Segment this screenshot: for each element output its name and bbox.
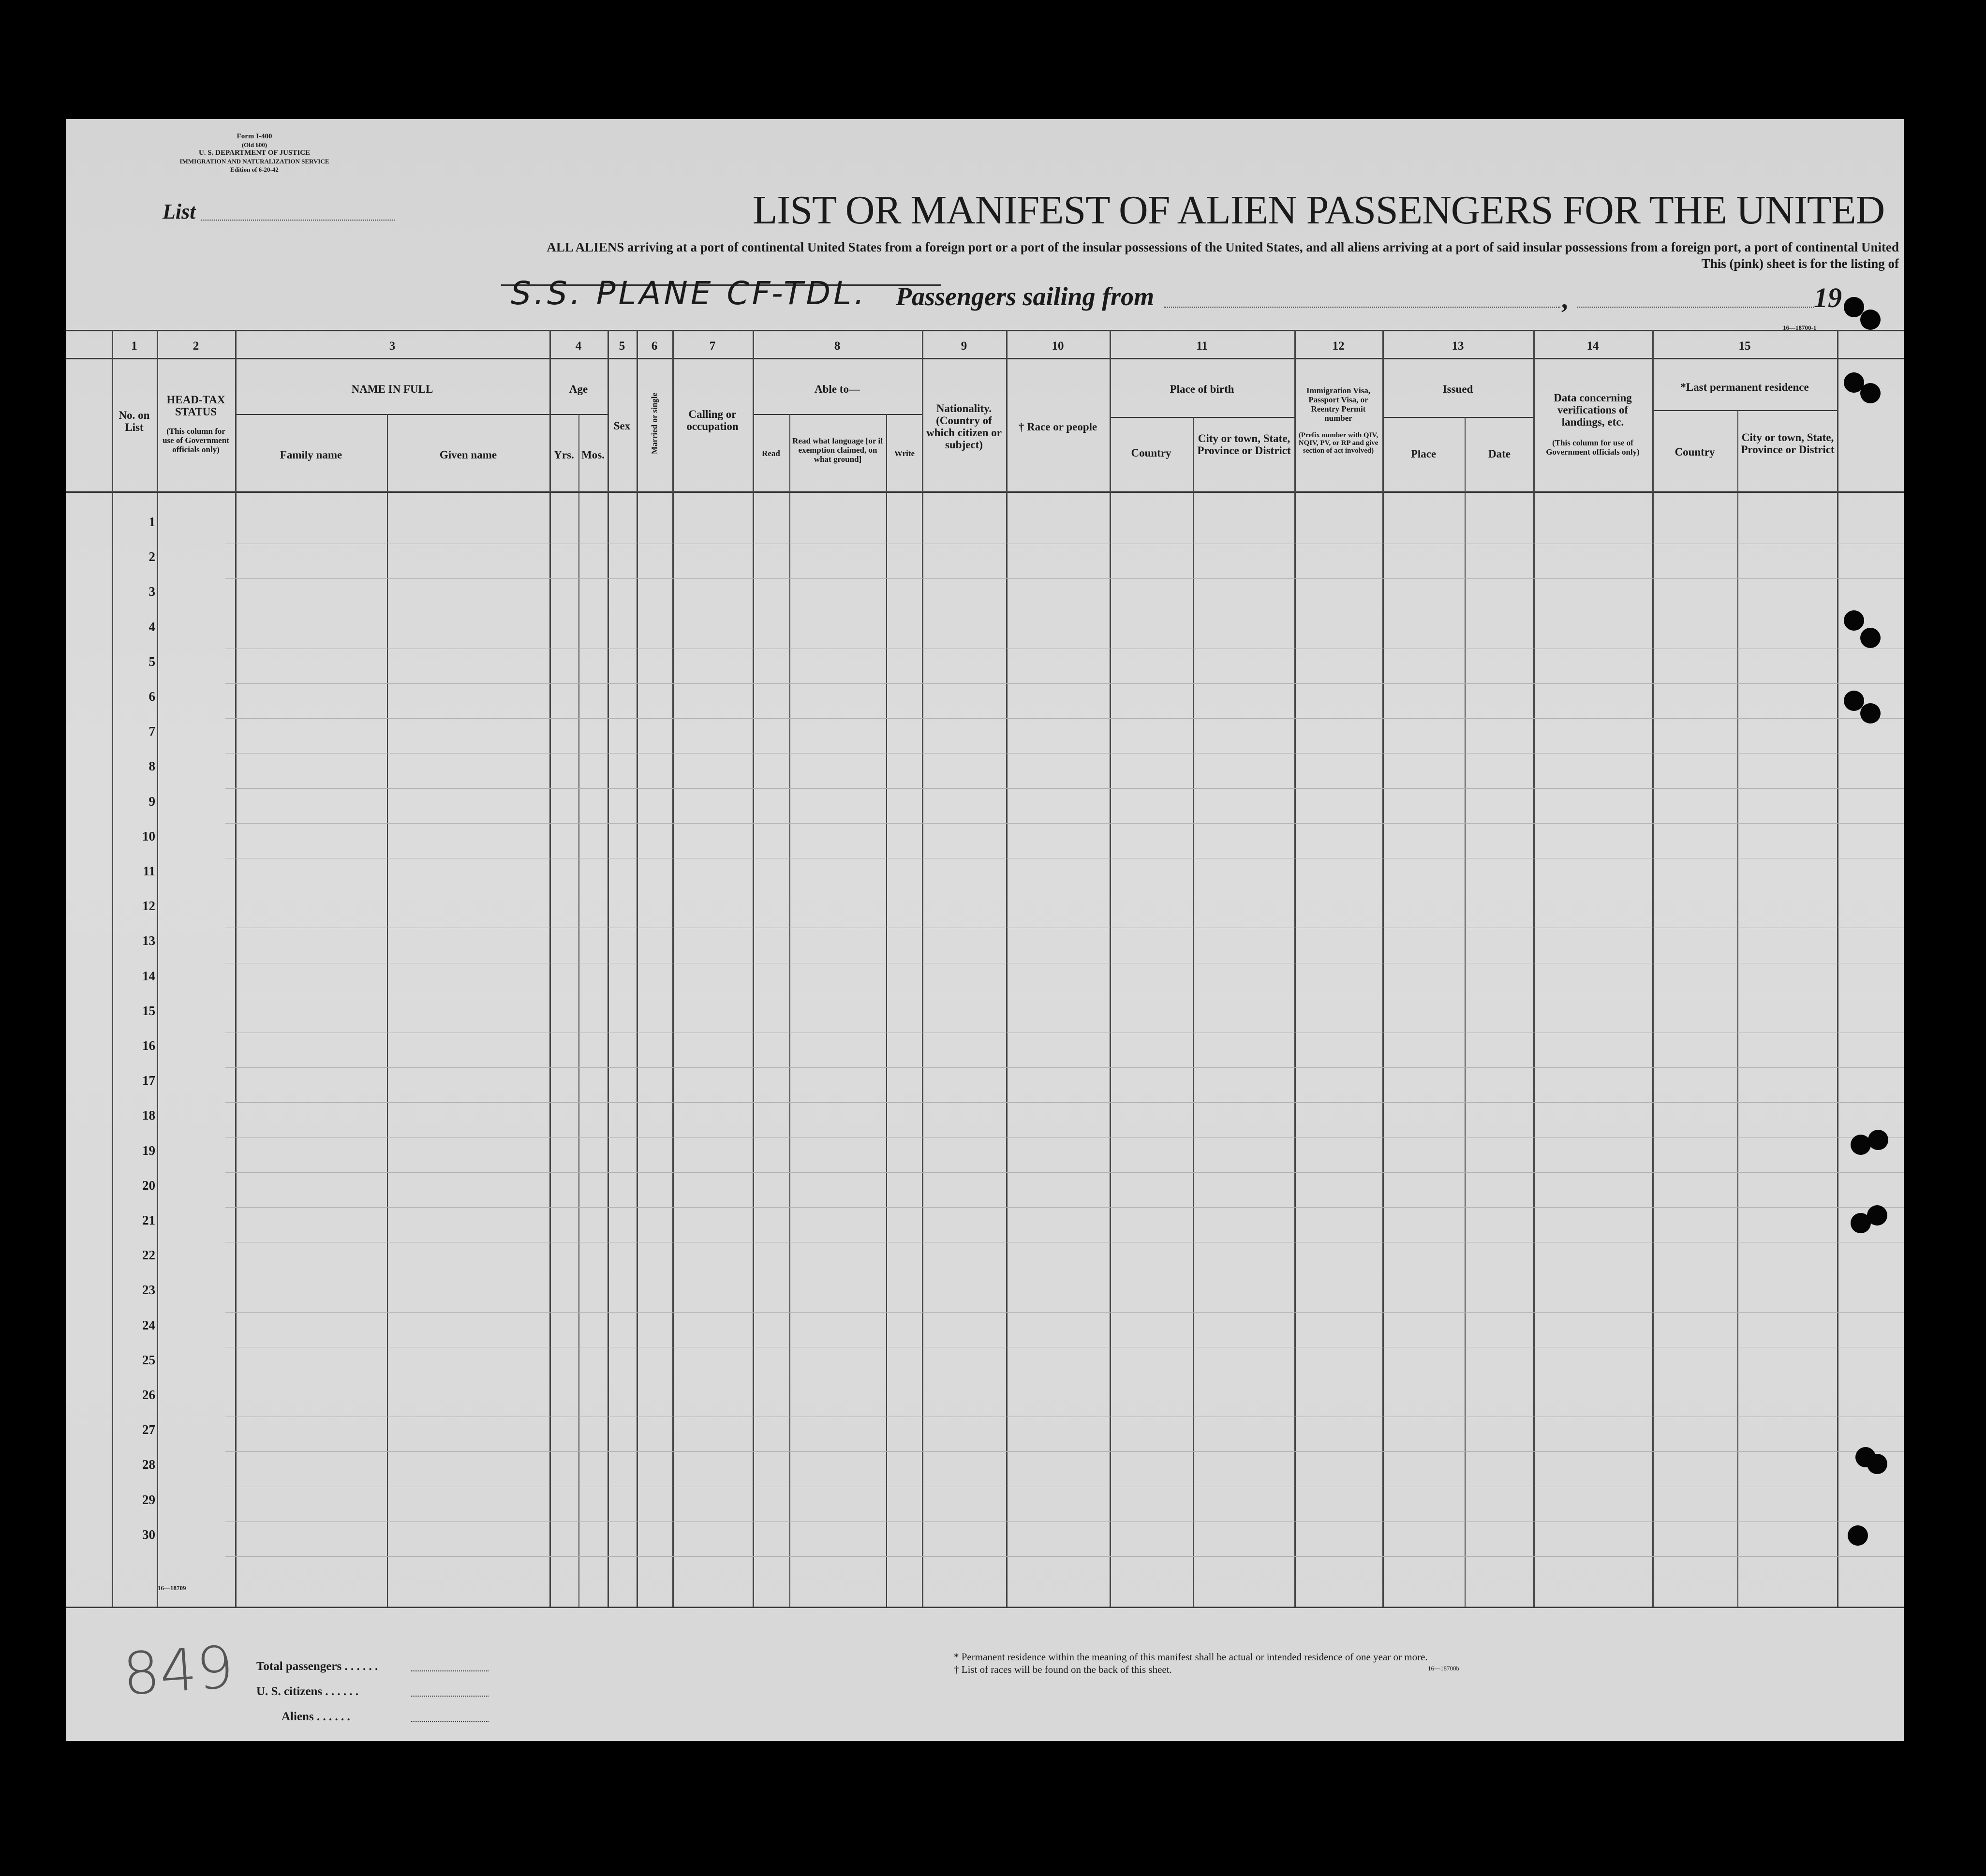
row-line bbox=[225, 1207, 1904, 1208]
row-number: 2 bbox=[148, 549, 155, 564]
aliens-label: Aliens . . . . . . bbox=[282, 1710, 350, 1723]
row-number: 18 bbox=[142, 1108, 155, 1123]
row-number: 24 bbox=[142, 1317, 155, 1332]
total-passengers-field[interactable] bbox=[411, 1670, 489, 1671]
row-number: 10 bbox=[142, 828, 155, 843]
able-subheader-rule bbox=[753, 414, 922, 415]
header-no-on-list: No. on List bbox=[119, 409, 150, 433]
column-number: 9 bbox=[961, 340, 967, 353]
column-number: 2 bbox=[193, 340, 199, 353]
header-nationality: Nationality. (Country of which citizen or subject) bbox=[926, 402, 1002, 451]
pob-subheader-rule bbox=[1110, 417, 1294, 418]
row-number: 17 bbox=[142, 1073, 155, 1088]
row-line bbox=[225, 1102, 1904, 1103]
header-issued-date: Date bbox=[1488, 448, 1511, 460]
header-able-to: Able to— bbox=[815, 383, 860, 395]
row-number: 13 bbox=[142, 933, 155, 948]
col-line bbox=[922, 330, 923, 1607]
total-passengers-label: Total passengers . . . . . . bbox=[256, 1660, 378, 1673]
col-line bbox=[789, 414, 790, 1607]
row-number: 12 bbox=[142, 899, 155, 914]
column-number: 8 bbox=[834, 340, 841, 353]
table-bottom-rule bbox=[66, 1607, 1904, 1608]
col-line bbox=[1533, 330, 1535, 1607]
footnote-print-code: 16—18700b bbox=[1428, 1665, 1459, 1672]
row-line bbox=[225, 1451, 1904, 1452]
punch-hole bbox=[1844, 610, 1864, 631]
row-line bbox=[225, 823, 1904, 824]
col-line bbox=[157, 330, 158, 1607]
header-visa: Immigration Visa, Passport Visa, or Reentry Permit number bbox=[1306, 386, 1371, 423]
row-number: 6 bbox=[148, 689, 155, 704]
edition-date: Edition of 6-20-42 bbox=[230, 166, 279, 173]
header-sex: Sex bbox=[613, 420, 631, 432]
ship-name-handwritten: S.S. PLANE CF-TDL. bbox=[511, 275, 867, 312]
col-line bbox=[672, 330, 674, 1607]
sailing-port-field[interactable] bbox=[1164, 307, 1560, 308]
col-line bbox=[1737, 410, 1738, 1607]
header-head-tax: HEAD-TAX STATUS bbox=[166, 394, 225, 418]
header-read-language: Read what language [or if exemption claimed, on what ground] bbox=[792, 436, 883, 464]
column-number: 7 bbox=[709, 340, 716, 353]
issued-subheader-rule bbox=[1382, 417, 1533, 418]
row-number: 25 bbox=[142, 1352, 155, 1367]
row-number: 14 bbox=[142, 968, 155, 983]
column-number: 13 bbox=[1452, 340, 1464, 353]
header-pob-city: City or town, State, Province or District bbox=[1197, 432, 1291, 457]
header-issued-place: Place bbox=[1410, 448, 1437, 460]
punch-hole bbox=[1860, 628, 1881, 648]
punch-hole bbox=[1868, 1130, 1888, 1150]
header-verifications: Data concerning verifications of landings, etc. bbox=[1554, 392, 1632, 428]
sailing-from-label: Passengers sailing from bbox=[896, 282, 1155, 311]
col-line bbox=[1006, 330, 1008, 1607]
punch-hole bbox=[1860, 383, 1881, 403]
list-number-field[interactable] bbox=[201, 220, 395, 221]
header-mos: Mos. bbox=[581, 449, 605, 461]
header-given-name: Given name bbox=[439, 449, 497, 461]
row-number: 16 bbox=[142, 1038, 155, 1053]
row-line bbox=[225, 1556, 1904, 1557]
handwritten-sheet-number: 849 bbox=[120, 1634, 236, 1709]
col-line bbox=[1193, 417, 1194, 1607]
print-code-top: 16—18700-1 bbox=[1783, 324, 1817, 331]
header-write: Write bbox=[894, 449, 915, 458]
row-line bbox=[225, 1312, 1904, 1313]
row-number: 26 bbox=[142, 1388, 155, 1402]
form-old-number: (Old 600) bbox=[241, 141, 267, 148]
row-number: 22 bbox=[142, 1248, 155, 1263]
punch-hole bbox=[1844, 691, 1864, 711]
column-number: 6 bbox=[651, 340, 658, 353]
header-verifications-note: (This column for use of Government officials only) bbox=[1546, 438, 1640, 457]
column-number: 1 bbox=[131, 340, 137, 353]
column-number: 11 bbox=[1196, 340, 1208, 353]
row-number: 3 bbox=[148, 584, 155, 599]
row-line bbox=[225, 683, 1904, 684]
res-subheader-rule bbox=[1652, 410, 1837, 411]
row-line bbox=[225, 1067, 1904, 1068]
row-number: 4 bbox=[148, 619, 155, 634]
header-place-of-birth: Place of birth bbox=[1170, 383, 1234, 395]
header-last-residence: *Last permanent residence bbox=[1680, 381, 1809, 393]
column-number: 3 bbox=[389, 340, 396, 353]
department-name: U. S. DEPARTMENT OF JUSTICE bbox=[198, 149, 311, 157]
row-number: 27 bbox=[142, 1422, 155, 1437]
column-number: 14 bbox=[1586, 340, 1599, 353]
col-line bbox=[578, 414, 579, 1607]
row-number: 19 bbox=[142, 1143, 155, 1158]
col-line bbox=[886, 414, 887, 1607]
column-number: 12 bbox=[1332, 340, 1345, 353]
subtitle-line-1: ALL ALIENS arriving at a port of continental United States from a foreign port or a port of the insular possessions of the United States, and all aliens arriving at a port of said insular possessions from a foreign port, a port of continental United bbox=[547, 240, 1899, 254]
list-label: List bbox=[163, 200, 196, 223]
page-title: LIST OR MANIFEST OF ALIEN PASSENGERS FOR THE UNITED bbox=[753, 188, 1885, 233]
header-family-name: Family name bbox=[280, 449, 342, 461]
row-line bbox=[225, 1137, 1904, 1138]
col-line bbox=[235, 330, 237, 1607]
date-comma: , bbox=[1561, 285, 1568, 314]
header-res-country: Country bbox=[1675, 446, 1715, 458]
column-number: 4 bbox=[575, 340, 582, 353]
header-head-tax-note: (This column for use of Government officials only) bbox=[163, 427, 229, 454]
punch-hole bbox=[1844, 297, 1864, 317]
header-pob-country: Country bbox=[1131, 447, 1171, 459]
manifest-sheet bbox=[66, 119, 1904, 1741]
header-read: Read bbox=[762, 449, 780, 458]
header-name-in-full: NAME IN FULL bbox=[351, 383, 433, 395]
header-age: Age bbox=[569, 383, 588, 395]
punch-hole bbox=[1860, 310, 1881, 330]
row-number: 30 bbox=[142, 1527, 155, 1542]
row-line bbox=[225, 578, 1904, 579]
form-number: Form I-400 bbox=[237, 133, 272, 140]
table-header-rule bbox=[66, 491, 1904, 493]
row-number: 15 bbox=[142, 1003, 155, 1018]
punch-hole bbox=[1860, 703, 1881, 724]
sailing-date-field[interactable] bbox=[1577, 307, 1814, 308]
footnote-permanent-residence: * Permanent residence within the meaning of this manifest shall be actual or intended residence of one year or more. bbox=[954, 1651, 1428, 1663]
row-line bbox=[225, 788, 1904, 789]
header-yrs: Yrs. bbox=[554, 449, 574, 461]
row-number: 9 bbox=[148, 794, 155, 809]
col-line bbox=[387, 414, 388, 1607]
header-issued: Issued bbox=[1442, 383, 1473, 395]
row-number: 20 bbox=[142, 1178, 155, 1193]
header-visa-note: (Prefix number with QIV, NQIV, PV, or RP and give section of act involved) bbox=[1298, 431, 1378, 455]
table-colnum-rule bbox=[66, 358, 1904, 359]
row-number: 28 bbox=[142, 1457, 155, 1472]
year-prefix: 19 bbox=[1814, 282, 1842, 313]
row-line bbox=[225, 1521, 1904, 1522]
us-citizens-label: U. S. citizens . . . . . . bbox=[256, 1685, 359, 1698]
row-number: 1 bbox=[148, 515, 155, 529]
col-line bbox=[608, 330, 609, 1607]
col-line bbox=[1382, 330, 1384, 1607]
col-line bbox=[753, 330, 754, 1607]
row-line bbox=[225, 718, 1904, 719]
col-line bbox=[637, 330, 638, 1607]
table-top-rule bbox=[66, 330, 1904, 331]
col-line bbox=[1652, 330, 1654, 1607]
row-number: 8 bbox=[148, 759, 155, 774]
col-line bbox=[1837, 330, 1838, 1607]
row-number: 11 bbox=[143, 864, 155, 878]
form-id-block bbox=[158, 133, 351, 174]
row-number: 7 bbox=[148, 724, 155, 739]
col-line bbox=[549, 330, 551, 1607]
us-citizens-field[interactable] bbox=[411, 1696, 489, 1697]
row-number: 23 bbox=[142, 1283, 155, 1298]
aliens-field[interactable] bbox=[411, 1721, 489, 1722]
row-number: 5 bbox=[148, 654, 155, 669]
col-line bbox=[1294, 330, 1296, 1607]
header-calling: Calling or occupation bbox=[686, 408, 739, 432]
row-number: 29 bbox=[142, 1492, 155, 1507]
column-number: 5 bbox=[619, 340, 625, 353]
print-code-bottom: 16—18709 bbox=[158, 1584, 186, 1592]
header-res-city: City or town, State, Province or District bbox=[1741, 431, 1835, 456]
column-number: 15 bbox=[1738, 340, 1751, 353]
col-line bbox=[1465, 417, 1466, 1607]
row-number: 21 bbox=[142, 1213, 155, 1227]
punch-hole bbox=[1848, 1525, 1868, 1546]
punch-hole bbox=[1867, 1454, 1887, 1474]
column-number: 10 bbox=[1052, 340, 1064, 353]
header-married: Married or single bbox=[650, 392, 659, 455]
header-race: † Race or people bbox=[1018, 421, 1097, 433]
col-line bbox=[1110, 330, 1111, 1607]
service-name: IMMIGRATION AND NATURALIZATION SERVICE bbox=[179, 158, 329, 165]
footnote-races: † List of races will be found on the back of this sheet. bbox=[954, 1664, 1172, 1675]
subtitle-line-2: This (pink) sheet is for the listing of bbox=[1701, 256, 1899, 271]
punch-hole bbox=[1867, 1205, 1887, 1226]
row-line bbox=[225, 1172, 1904, 1173]
